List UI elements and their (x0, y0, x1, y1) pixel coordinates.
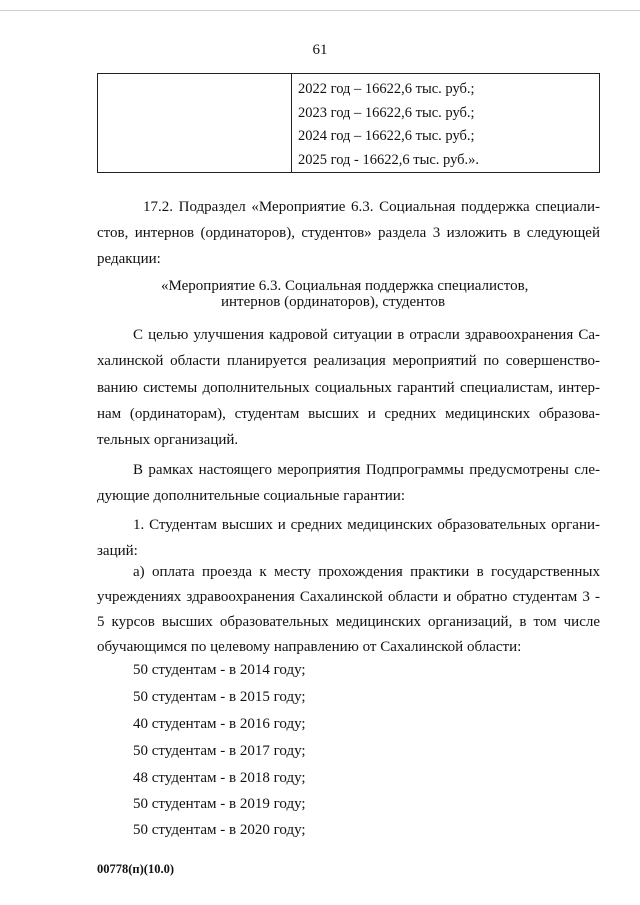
list-item-line: обучающимся по целевому направлению от Сахалинской области: (97, 639, 522, 655)
student-count-line: 40 студентам - в 2016 году; (133, 716, 306, 732)
student-count-line: 50 студентам - в 2015 году; (133, 689, 306, 705)
funding-line-2023: 2023 год – 16622,6 тыс. руб.; (298, 104, 475, 121)
funding-line-2022: 2022 год – 16622,6 тыс. руб.; (298, 81, 475, 97)
list-item-line: 5 курсов высших образовательных медицинских организаций, в том числе (97, 614, 600, 630)
section-line: стов, интернов (ординаторов), студентов» раздела 3 изложить в следующей (97, 225, 600, 241)
list-item-line: учреждениях здравоохранения Сахалинской области и обратно студентам 3 - (97, 589, 600, 605)
list-item-line: а) оплата проезда к месту прохождения практики в государственных (133, 564, 600, 580)
section-line: редакции: (97, 251, 161, 267)
list-item-line: заций: (97, 543, 138, 559)
student-count-line: 50 студентам - в 2020 году; (133, 822, 306, 838)
heading-line: интернов (ординаторов), студентов (221, 294, 446, 310)
paragraph-line: ванию системы дополнительных социальных гарантий специалистам, интер- (97, 380, 600, 396)
paragraph-line: дующие дополнительные социальные гарантии: (97, 488, 405, 504)
list-item-line: 1. Студентам высших и средних медицинских образовательных органи- (133, 517, 600, 533)
paragraph-line: В рамках настоящего мероприятия Подпрограммы предусмотрены сле- (133, 462, 600, 478)
paragraph-line: С целью улучшения кадровой ситуации в отрасли здравоохранения Са- (133, 327, 600, 343)
budget-table (97, 73, 600, 173)
scan-top-rule (0, 10, 640, 11)
student-count-line: 50 студентам - в 2017 году; (133, 743, 306, 759)
table-cell-funding (292, 74, 600, 173)
table-cell-empty (98, 74, 292, 173)
paragraph-line: тельных организаций. (97, 432, 239, 448)
paragraph-line: халинской области планируется реализация мероприятий по совершенство- (97, 353, 600, 369)
student-count-line: 50 студентам - в 2014 году; (133, 662, 306, 678)
page-number: 61 (312, 42, 328, 58)
student-count-line: 48 студентам - в 2018 году; (133, 770, 306, 786)
table-row (98, 74, 600, 173)
paragraph-line: нам (ординаторам), студентам высших и средних медицинских образова- (97, 406, 600, 422)
document-code: 00778(п)(10.0) (97, 862, 174, 876)
heading-line: «Мероприятие 6.3. Социальная поддержка специалистов, (161, 278, 529, 294)
student-count-line: 50 студентам - в 2019 году; (133, 796, 306, 812)
funding-line-2024: 2024 год – 16622,6 тыс. руб.; (298, 128, 475, 144)
funding-line-2025: 2025 год - 16622,6 тыс. руб.». (298, 151, 480, 168)
section-line: 17.2. Подраздел «Мероприятие 6.3. Социальная поддержка специали- (143, 199, 600, 215)
